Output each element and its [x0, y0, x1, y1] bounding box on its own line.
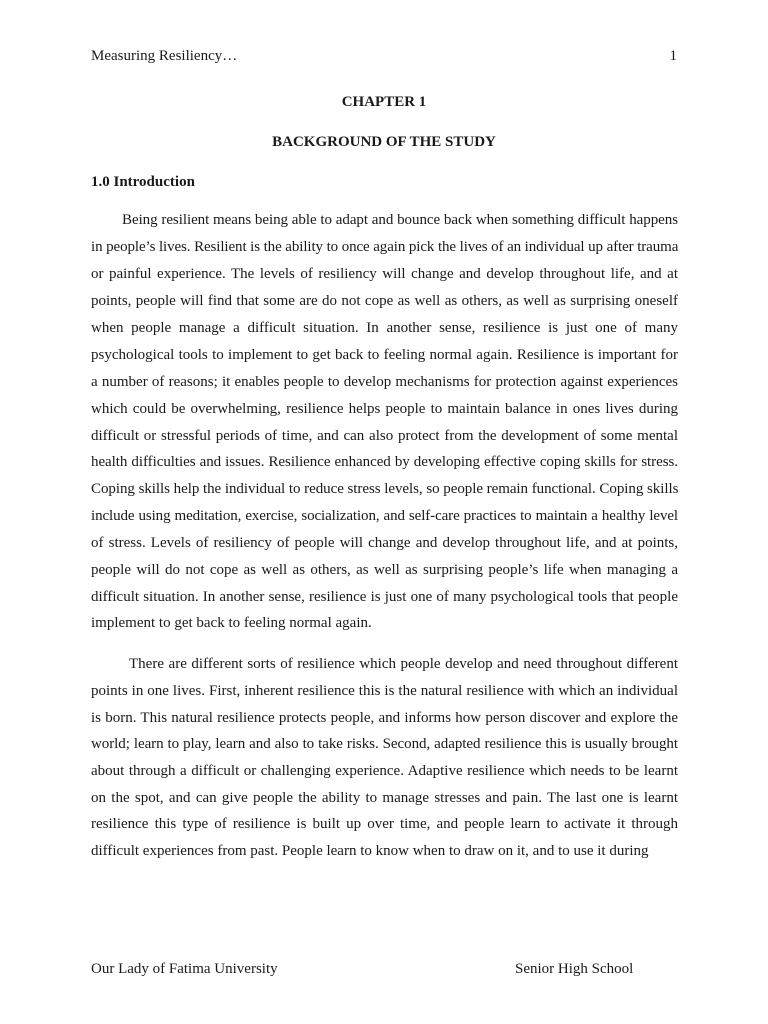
- paragraph1-line: health difficulties and issues. Resilience enhanced by developing effective coping skills for stress.: [91, 454, 678, 470]
- page-number: 1: [669, 48, 677, 64]
- running-header-title: Measuring Resiliency…: [91, 48, 238, 64]
- paragraph2-line: resilience this type of resilience is built up over time, and people learn to activate it through: [91, 816, 678, 832]
- footer-institution: Our Lady of Fatima University: [91, 961, 278, 977]
- paragraph1-line: Being resilient means being able to adapt and bounce back when something difficult happens: [122, 212, 678, 228]
- paragraph1-line: include using meditation, exercise, socialization, and self-care practices to maintain a healthy level: [91, 508, 678, 524]
- paragraph1-line: psychological tools to implement to get back to feeling normal again. Resilience is important for: [91, 347, 678, 363]
- paragraph1-line: people will do not cope as well as others, as well as surprising people’s life when managing a: [91, 562, 678, 578]
- section-heading: 1.0 Introduction: [91, 174, 195, 190]
- paragraph1-line: Coping skills help the individual to reduce stress levels, so people remain functional. Coping skills: [91, 481, 679, 497]
- paragraph2-line: points in one lives. First, inherent resilience this is the natural resilience with which an individual: [91, 683, 678, 699]
- paragraph2-line: is born. This natural resilience protects people, and informs how person discover and explore the: [91, 710, 678, 726]
- footer-department: Senior High School: [515, 961, 634, 977]
- paragraph1-line: a number of reasons; it enables people to develop mechanisms for protection against experiences: [91, 374, 678, 390]
- paragraph1-line: in people’s lives. Resilient is the ability to once again pick the lives of an individual up after trauma: [91, 239, 679, 255]
- paragraph1-line: which could be overwhelming, resilience helps people to maintain balance in ones lives during: [91, 401, 678, 417]
- paragraph1-line: difficult situation. In another sense, resilience is just one of many psychological tools that people: [91, 589, 678, 605]
- paragraph2-line: There are different sorts of resilience which people develop and need throughout different: [129, 656, 678, 672]
- paragraph2-line: about through a difficult or challenging experience. Adaptive resilience which needs to be learnt: [91, 763, 678, 779]
- paragraph2-line: difficult experiences from past. People learn to know when to draw on it, and to use it during: [91, 843, 649, 859]
- paragraph2-line: on the spot, and can give people the ability to manage stresses and pain. The last one is learnt: [91, 790, 678, 806]
- chapter-label: CHAPTER 1: [341, 94, 427, 110]
- paragraph1-line: when people manage a difficult situation. In another sense, resilience is just one of many: [91, 320, 678, 336]
- paragraph1-line: difficult or stressful periods of time, and can also protect from the development of some mental: [91, 428, 678, 444]
- paragraph1-line: points, people will find that some are do not cope as well as others, as well as surprising oneself: [91, 293, 678, 309]
- paragraph1-line: implement to get back to feeling normal again.: [91, 615, 372, 631]
- paragraph1-line: or painful experience. The levels of resiliency will change and develop throughout life, and at: [91, 266, 678, 282]
- chapter-title: BACKGROUND OF THE STUDY: [272, 134, 496, 150]
- paragraph2-line: world; learn to play, learn and also to take risks. Second, adapted resilience this is usually brought: [91, 736, 678, 752]
- paragraph1-line: of stress. Levels of resiliency of people will change and develop throughout life, and at points,: [91, 535, 678, 551]
